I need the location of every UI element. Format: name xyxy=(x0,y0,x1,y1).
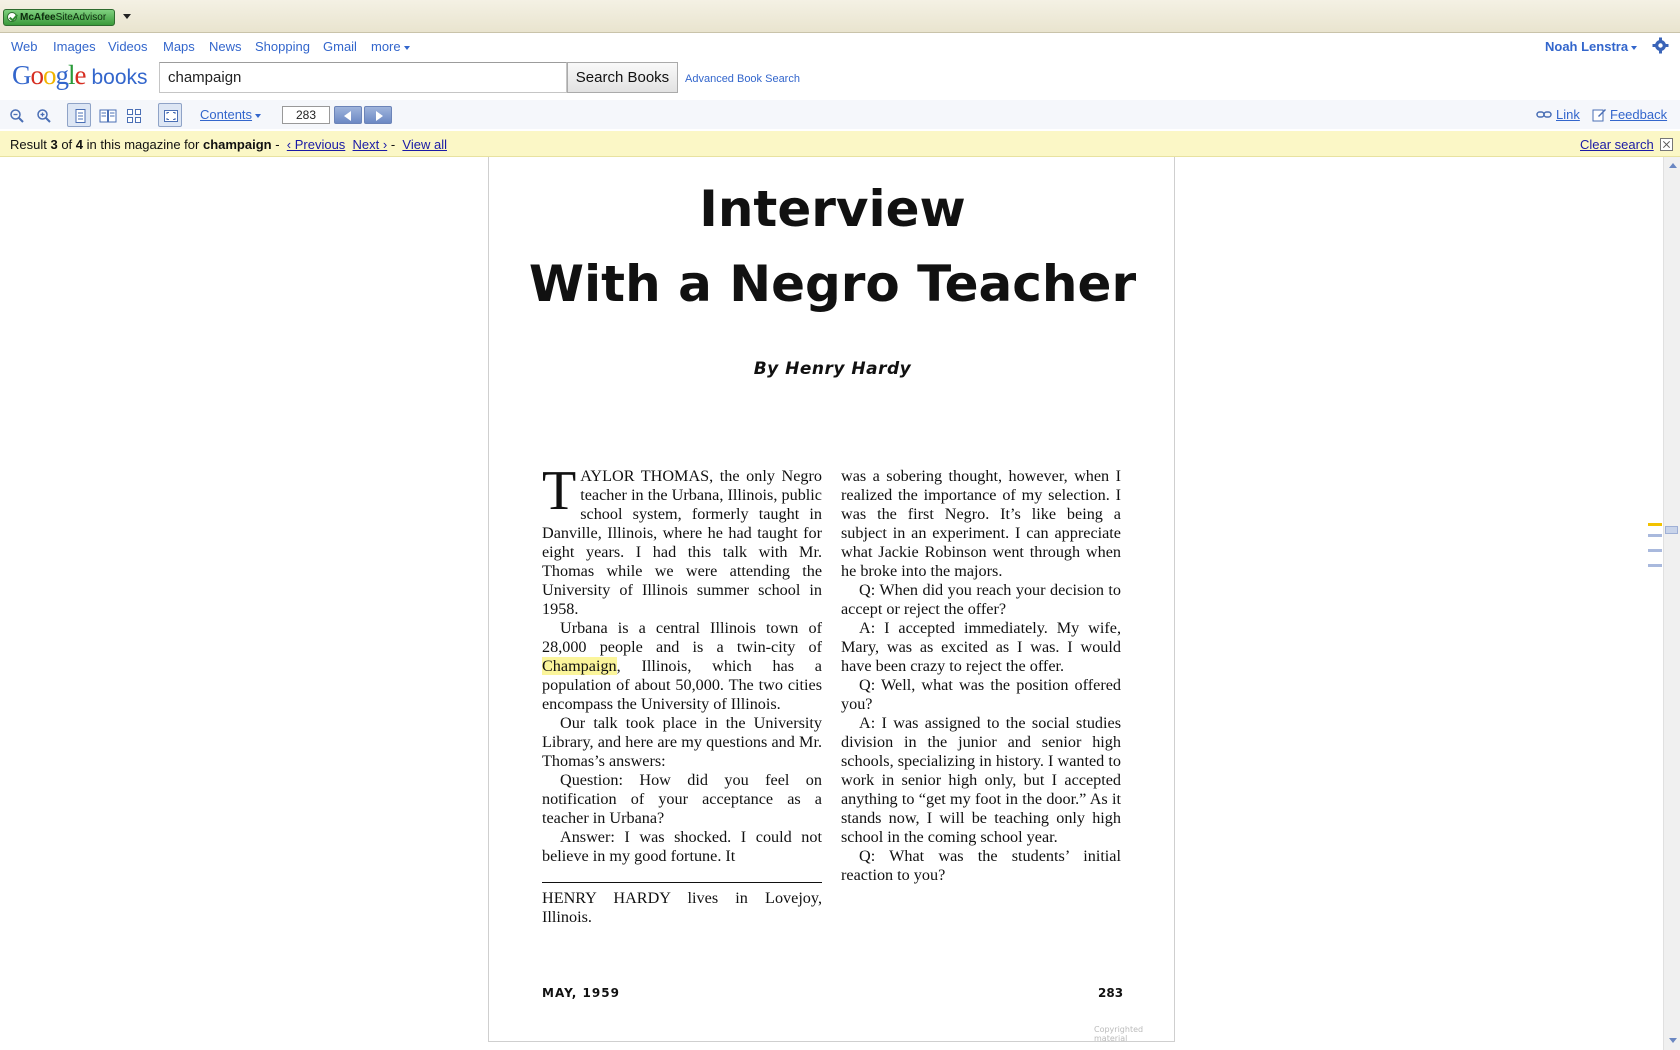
search-result-bar xyxy=(0,131,1680,157)
gear-icon[interactable] xyxy=(1652,37,1669,54)
paragraph-text: , Illinois, which has a population of about 50,000. The two cities encompass the University of Illinois. xyxy=(542,657,822,713)
contents-dropdown[interactable] xyxy=(200,107,261,122)
book-page xyxy=(488,157,1175,1042)
checkmark-icon xyxy=(7,12,17,22)
arrow-right-icon xyxy=(376,111,383,121)
search-result-marker[interactable] xyxy=(1648,523,1662,526)
zoom-out-icon xyxy=(9,108,25,124)
link-button[interactable]: Link xyxy=(1556,107,1580,122)
advanced-book-search-link[interactable]: Advanced Book Search xyxy=(685,73,800,85)
close-icon[interactable] xyxy=(1660,138,1673,151)
feedback-button[interactable]: Feedback xyxy=(1610,107,1668,122)
zoom-out-button[interactable] xyxy=(4,103,28,127)
mcafee-product: SiteAdvisor xyxy=(55,12,107,23)
thumbnail-view-button[interactable] xyxy=(121,103,145,127)
logo-letter: o xyxy=(30,60,43,90)
search-result-marker[interactable] xyxy=(1648,564,1662,567)
zoom-in-icon xyxy=(36,108,52,124)
single-page-view-button[interactable] xyxy=(67,103,91,127)
article-title-line1: Interview xyxy=(699,180,966,238)
logo-books: books xyxy=(91,66,148,89)
drop-cap: T xyxy=(542,460,577,522)
paragraph: Q: Well, what was the position offered you? xyxy=(841,676,1121,713)
single-page-icon xyxy=(72,108,88,124)
author-footnote: HENRY HARDY lives in Lovejoy, Illinois. xyxy=(542,889,822,926)
paragraph: Question: How did you feel on notification of your acceptance as a teacher in Urbana? xyxy=(542,771,822,827)
logo-letter: g xyxy=(55,60,68,90)
chevron-down-icon xyxy=(404,46,410,50)
logo-letter: l xyxy=(68,60,75,90)
scroll-up-arrow-icon[interactable] xyxy=(1666,160,1679,173)
page-footer-date: MAY, 1959 xyxy=(542,986,620,1000)
nav-web[interactable]: Web xyxy=(11,39,38,54)
mcafee-dropdown-icon[interactable] xyxy=(123,14,131,19)
nav-news[interactable]: News xyxy=(209,39,242,54)
next-result-link[interactable]: Next › xyxy=(352,137,388,152)
logo-letter: o xyxy=(43,60,56,90)
contents-label: Contents xyxy=(200,107,253,122)
nav-more-label: more xyxy=(371,39,401,54)
search-books-button[interactable]: Search Books xyxy=(567,62,678,93)
copyright-notice: Copyrighted material xyxy=(1094,1025,1144,1043)
result-prefix: Result xyxy=(10,137,51,152)
nav-videos[interactable]: Videos xyxy=(108,39,148,54)
article-column-right xyxy=(841,467,1121,885)
paragraph: Our talk took place in the University Library, and here are my questions and Mr. Thomas’s answers: xyxy=(542,714,822,770)
nav-gmail[interactable]: Gmail xyxy=(323,39,357,54)
fullscreen-button[interactable] xyxy=(158,103,182,127)
mcafee-siteadvisor-button[interactable] xyxy=(3,9,115,26)
two-page-icon xyxy=(99,108,117,124)
result-middle: in this magazine for xyxy=(83,137,203,152)
search-highlight: Champaign xyxy=(542,657,617,675)
result-of: of xyxy=(57,137,76,152)
paragraph xyxy=(542,460,822,619)
mcafee-brand: McAfee xyxy=(20,12,56,23)
result-term: champaign xyxy=(202,137,272,152)
result-total: 4 xyxy=(75,137,84,152)
two-page-view-button[interactable] xyxy=(94,103,118,127)
logo-letter: G xyxy=(12,60,31,90)
separator: - xyxy=(387,137,399,152)
scroll-down-arrow-icon[interactable] xyxy=(1666,1034,1679,1047)
google-nav-bar xyxy=(0,34,1680,58)
paragraph: Q: What was the students’ initial reaction to you? xyxy=(841,847,1121,884)
search-result-marker[interactable] xyxy=(1648,549,1662,552)
previous-page-button[interactable] xyxy=(334,106,362,124)
user-account-menu[interactable] xyxy=(1545,39,1637,54)
footnote-divider xyxy=(542,882,822,883)
scrollbar-thumb[interactable] xyxy=(1665,526,1678,534)
paragraph: Answer: I was shocked. I could not believe in my good fortune. It xyxy=(542,828,822,865)
result-number: 3 xyxy=(50,137,58,152)
search-input[interactable] xyxy=(159,62,567,93)
feedback-icon[interactable] xyxy=(1592,107,1607,122)
link-icon[interactable] xyxy=(1536,109,1552,121)
paragraph xyxy=(542,619,822,714)
separator: - xyxy=(271,137,284,152)
arrow-left-icon xyxy=(344,111,351,121)
paragraph: A: I accepted immediately. My wife, Mary, was as excited as I was. I would have been crazy to reject the offer. xyxy=(841,619,1121,675)
result-summary xyxy=(10,137,447,152)
paragraph: A: I was assigned to the social studies division in the junior and senior high schools, specializing in history. I wanted to work in senior high only, but I accepted anything to “get my foot in the door.” As it stands now, I will be teaching only high school in the coming school year. xyxy=(841,714,1121,846)
grid-icon xyxy=(126,108,142,124)
next-page-button[interactable] xyxy=(364,106,392,124)
user-name: Noah Lenstra xyxy=(1545,39,1629,54)
previous-result-link[interactable]: ‹ Previous xyxy=(286,137,346,152)
paragraph: Q: When did you reach your decision to accept or reject the offer? xyxy=(841,581,1121,618)
view-all-link[interactable]: View all xyxy=(402,137,447,152)
nav-images[interactable]: Images xyxy=(53,39,96,54)
article-title-line2: With a Negro Teacher xyxy=(528,255,1137,313)
paragraph-text: AYLOR THOMAS, the only Negro teacher in the Urbana, Illinois, public school system, formerly taught in Danville, Illinois, where he had taught for eight years. I had this talk with Mr. Thomas while we were attending the University of Illinois summer school in 1958. xyxy=(542,467,822,618)
logo-letter: e xyxy=(74,60,86,90)
fullscreen-icon xyxy=(163,108,179,124)
article-byline: By Henry Hardy xyxy=(753,359,912,379)
google-books-logo[interactable] xyxy=(12,60,148,91)
page-footer-number: 283 xyxy=(1098,986,1124,1000)
nav-shopping[interactable]: Shopping xyxy=(255,39,310,54)
nav-more[interactable] xyxy=(371,39,410,54)
article-column-left xyxy=(542,460,822,927)
clear-search-link[interactable]: Clear search xyxy=(1580,137,1654,152)
search-result-marker[interactable] xyxy=(1648,534,1662,537)
chevron-down-icon xyxy=(1631,46,1637,50)
vertical-scrollbar[interactable] xyxy=(1663,157,1680,1050)
paragraph-text: Urbana is a central Illinois town of 28,000 people and is a twin-city of xyxy=(542,619,822,656)
browser-toolbar xyxy=(0,0,1680,33)
paragraph: was a sobering thought, however, when I realized the importance of my selection. I was the first Negro. It’s like being a subject in an experiment. I can appreciate what Jackie Robinson went through when he broke into the majors. xyxy=(841,467,1121,580)
page-number-input[interactable] xyxy=(282,106,330,124)
chevron-down-icon xyxy=(255,114,261,118)
nav-maps[interactable]: Maps xyxy=(163,39,195,54)
zoom-in-button[interactable] xyxy=(31,103,55,127)
